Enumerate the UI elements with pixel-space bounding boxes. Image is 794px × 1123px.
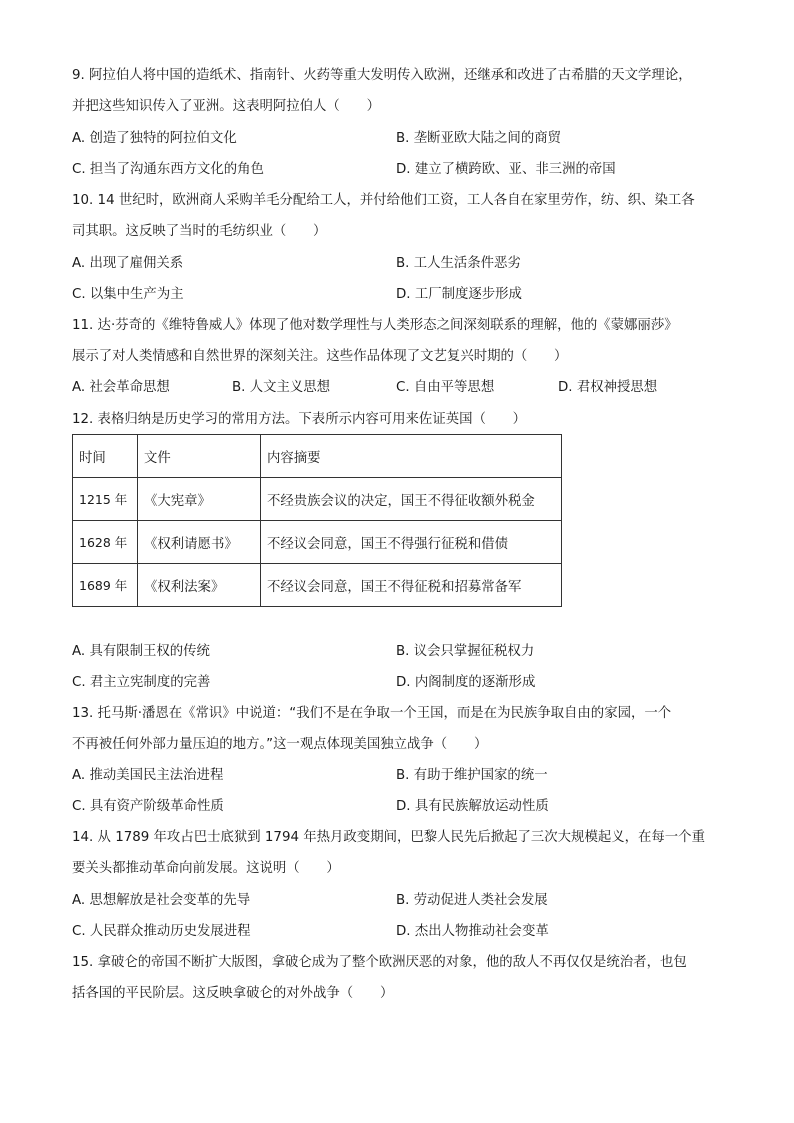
table-cell-year: 1628 年 [73, 521, 138, 564]
question-11-option-b[interactable]: B. 人文主义思想 [232, 380, 331, 395]
question-11-option-c[interactable]: C. 自由平等思想 [396, 380, 495, 395]
table-header-document: 文件 [138, 435, 261, 478]
question-10-line-1: 10. 14 世纪时，欧洲商人采购羊毛分配给工人，并付给他们工资，工人各自在家里劳作，纺、织、染工各 [72, 193, 695, 208]
question-10-option-d[interactable]: D. 工厂制度逐步形成 [396, 287, 522, 302]
table-cell-summary: 不经议会同意，国王不得强行征税和借债 [261, 521, 562, 564]
question-12-option-d[interactable]: D. 内阁制度的逐渐形成 [396, 675, 536, 690]
question-9-option-b[interactable]: B. 垄断亚欧大陆之间的商贸 [396, 131, 561, 146]
history-document-table [72, 434, 562, 607]
question-13-line-2: 不再被任何外部力量压迫的地方。”这一观点体现美国独立战争（ ） [72, 737, 488, 752]
table-cell-summary: 不经议会同意，国王不得征税和招募常备军 [261, 564, 562, 607]
question-14-line-1: 14. 从 1789 年攻占巴士底狱到 1794 年热月政变期间，巴黎人民先后掀起了三次大规模起义，在每一个重 [72, 830, 705, 845]
table-cell-document: 《权利请愿书》 [138, 521, 261, 564]
question-14-option-d[interactable]: D. 杰出人物推动社会变革 [396, 924, 549, 939]
question-13-line-1: 13. 托马斯·潘恩在《常识》中说道：“我们不是在争取一个王国，而是在为民族争取自由的家园，一个 [72, 706, 672, 721]
question-11-option-a[interactable]: A. 社会革命思想 [72, 380, 170, 395]
table-header-row [73, 435, 562, 478]
question-11-line-1: 11. 达·芬奇的《维特鲁威人》体现了他对数学理性与人类形态之间深刻联系的理解，他的《蒙娜丽莎》 [72, 318, 678, 333]
question-14-option-c[interactable]: C. 人民群众推动历史发展进程 [72, 924, 251, 939]
question-13-option-a[interactable]: A. 推动美国民主法治进程 [72, 768, 224, 783]
question-13-option-c[interactable]: C. 具有资产阶级革命性质 [72, 799, 224, 814]
question-15-line-2: 括各国的平民阶层。这反映拿破仑的对外战争（ ） [72, 986, 394, 1001]
question-9-option-d[interactable]: D. 建立了横跨欧、亚、非三洲的帝国 [396, 162, 616, 177]
question-14-option-b[interactable]: B. 劳动促进人类社会发展 [396, 893, 548, 908]
question-10-option-a[interactable]: A. 出现了雇佣关系 [72, 256, 184, 271]
question-9-option-c[interactable]: C. 担当了沟通东西方文化的角色 [72, 162, 264, 177]
question-12-option-a[interactable]: A. 具有限制王权的传统 [72, 644, 210, 659]
question-14-line-2: 要关头都推动革命向前发展。这说明（ ） [72, 861, 340, 876]
question-10-option-c[interactable]: C. 以集中生产为主 [72, 287, 184, 302]
question-13-option-b[interactable]: B. 有助于维护国家的统一 [396, 768, 548, 783]
question-12-option-b[interactable]: B. 议会只掌握征税权力 [396, 644, 535, 659]
table-row [73, 478, 562, 521]
question-15-line-1: 15. 拿破仑的帝国不断扩大版图，拿破仑成为了整个欧洲厌恶的对象，他的敌人不再仅仅是统治者，也包 [72, 955, 687, 970]
question-10-line-2: 司其职。这反映了当时的毛纺织业（ ） [72, 224, 327, 239]
table-header-summary: 内容摘要 [261, 435, 562, 478]
table-header-time: 时间 [73, 435, 138, 478]
question-12-line-1: 12. 表格归纳是历史学习的常用方法。下表所示内容可用来佐证英国（ ） [72, 412, 527, 427]
question-11-line-2: 展示了对人类情感和自然世界的深刻关注。这些作品体现了文艺复兴时期的（ ） [72, 349, 568, 364]
question-12-option-c[interactable]: C. 君主立宪制度的完善 [72, 675, 211, 690]
question-13-option-d[interactable]: D. 具有民族解放运动性质 [396, 799, 549, 814]
table-cell-document: 《权利法案》 [138, 564, 261, 607]
table-row [73, 564, 562, 607]
question-14-option-a[interactable]: A. 思想解放是社会变革的先导 [72, 893, 251, 908]
table-cell-year: 1215 年 [73, 478, 138, 521]
question-9-option-a[interactable]: A. 创造了独特的阿拉伯文化 [72, 131, 237, 146]
question-11-option-d[interactable]: D. 君权神授思想 [558, 380, 658, 395]
question-10-option-b[interactable]: B. 工人生活条件恶劣 [396, 256, 521, 271]
question-9-line-2: 并把这些知识传入了亚洲。这表明阿拉伯人（ ） [72, 99, 380, 114]
table-row [73, 521, 562, 564]
table-cell-year: 1689 年 [73, 564, 138, 607]
question-9-line-1: 9. 阿拉伯人将中国的造纸术、指南针、火药等重大发明传入欧洲，还继承和改进了古希腊的天文学理论， [72, 68, 692, 83]
table-cell-document: 《大宪章》 [138, 478, 261, 521]
table-cell-summary: 不经贵族会议的决定，国王不得征收额外税金 [261, 478, 562, 521]
